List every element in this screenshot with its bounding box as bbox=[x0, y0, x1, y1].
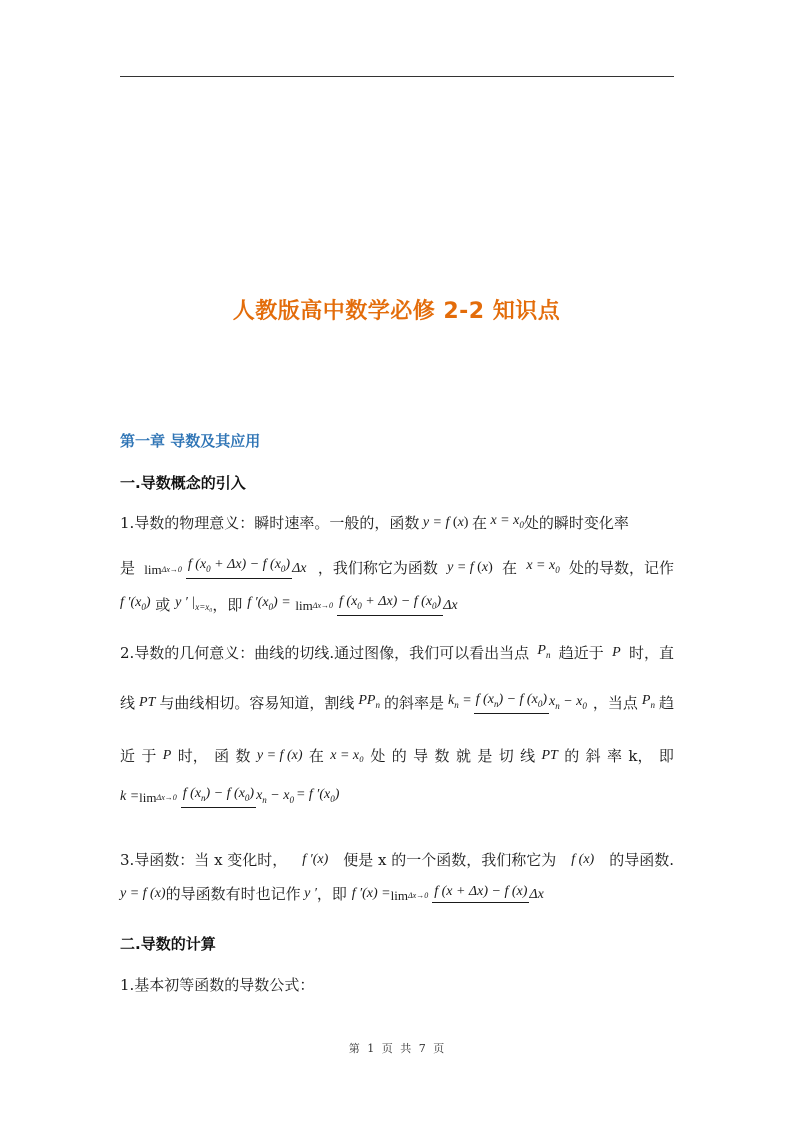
formula: $PP_n$ bbox=[358, 693, 380, 710]
text: 在 bbox=[471, 513, 487, 532]
page-footer bbox=[0, 1040, 793, 1056]
paragraph-1-line-1 bbox=[120, 511, 674, 535]
document-title: 人教版高中数学必修 2-2 知识点 bbox=[232, 299, 561, 324]
text: 率 bbox=[607, 747, 623, 765]
header-rule bbox=[120, 76, 674, 77]
text: 处的瞬时变化率 bbox=[523, 513, 629, 532]
text: 函 bbox=[214, 747, 230, 765]
text: ，我们称它为函数 bbox=[317, 559, 438, 577]
formula: y = f (x) bbox=[120, 886, 166, 901]
text: 切 bbox=[498, 747, 514, 765]
text: ，即 bbox=[316, 885, 347, 903]
formula: P bbox=[612, 644, 621, 660]
formula: f $'(x_0)$ = bbox=[247, 595, 291, 612]
text: 处的导数，记作 bbox=[568, 559, 674, 577]
formula: y ′ $|_{x=x_0}$ bbox=[175, 595, 213, 612]
formula: f $'(x_0)$ bbox=[120, 595, 151, 612]
formula: P bbox=[162, 748, 172, 763]
text: ，当点 bbox=[592, 694, 638, 712]
text: 是 bbox=[477, 747, 493, 765]
text: k， bbox=[628, 747, 653, 765]
text: 共 bbox=[400, 1042, 412, 1055]
formula: PT bbox=[139, 695, 156, 710]
paragraph-2-line-2 bbox=[120, 683, 674, 723]
text: 在 bbox=[502, 559, 518, 577]
formula-fraction: f (x + Δx) − f (x) Δx bbox=[434, 884, 544, 902]
text: 导 bbox=[413, 747, 429, 765]
formula: $P_n$ bbox=[641, 693, 655, 710]
section-heading-1: 一.导数概念的引入 bbox=[120, 474, 246, 492]
formula: $P_n$ bbox=[537, 643, 551, 660]
formula: x = x₀ bbox=[330, 748, 364, 763]
text: 趋近于 bbox=[558, 643, 604, 662]
text: 线 bbox=[520, 747, 536, 765]
text: 的 bbox=[564, 747, 580, 765]
paragraph-4: 1.基本初等函数的导数公式： bbox=[120, 976, 315, 994]
text: 2.导数的几何意义：曲线的切线.通过图像，我们可以看出当点 bbox=[120, 643, 530, 662]
text: 就 bbox=[455, 747, 471, 765]
page-number: 1 bbox=[367, 1042, 375, 1055]
formula: y ′ bbox=[300, 886, 317, 901]
text: 或 bbox=[155, 595, 171, 614]
text: 便是 x 的一个函数，我们称它为 bbox=[343, 851, 557, 869]
paragraph-3-line-1 bbox=[120, 850, 674, 870]
text: 是 bbox=[120, 559, 136, 577]
paragraph-1-line-2 bbox=[120, 548, 674, 588]
total-pages: 7 bbox=[418, 1042, 426, 1055]
formula: y = f (x) bbox=[256, 748, 303, 763]
text: 时，直 bbox=[628, 643, 674, 662]
chapter-heading: 第一章 导数及其应用 bbox=[120, 432, 261, 450]
text: 数 bbox=[235, 747, 251, 765]
text: 页 bbox=[433, 1042, 445, 1055]
text: 于 bbox=[141, 747, 157, 765]
text: 第 bbox=[348, 1042, 360, 1055]
text: 的斜率是 bbox=[383, 694, 444, 712]
section-heading-2: 二.导数的计算 bbox=[120, 935, 216, 953]
text: 近 bbox=[120, 747, 136, 765]
text: 趋 bbox=[658, 694, 674, 712]
formula: $x = x_0$ bbox=[486, 513, 524, 530]
text: 与曲线相切。容易知道，割线 bbox=[159, 694, 355, 712]
text: 斜 bbox=[585, 747, 601, 765]
formula: f ′(x) bbox=[302, 852, 329, 867]
formula: y = f (x) bbox=[419, 514, 469, 531]
text: 页 bbox=[381, 1042, 393, 1055]
paragraph-1-line-3: f $'(x_0)$ 或 y ′ $|_{x=x_0}$，即 f $'(x_0) = \lim\Delta x\to 0$ f $(x_0 + \Delta x) - f$ $(x_0)$ Δx bbox=[120, 593, 674, 629]
formula: y = f (x) bbox=[447, 559, 493, 576]
formula: PT bbox=[541, 748, 558, 763]
derivative-definition-formula: limΔx→0 f $(x_0 + \Delta x) - f$ $(x_0)$ Δx bbox=[144, 557, 308, 580]
formula: f (x) bbox=[571, 852, 595, 867]
text: 即 bbox=[658, 747, 674, 765]
text: 在 bbox=[308, 747, 324, 765]
paragraph-2-line-3 bbox=[120, 746, 674, 766]
text: 处 bbox=[370, 747, 386, 765]
text: 的 bbox=[391, 747, 407, 765]
text: 1.导数的物理意义：瞬时速率。一般的，函数 bbox=[120, 513, 420, 532]
text: 的导函数有时也记作 bbox=[165, 885, 301, 903]
formula: $x = x_0$ bbox=[526, 558, 560, 575]
formula-fraction: f $(x_0 + \Delta x) - f$ $(x_0)$ Δx bbox=[337, 594, 458, 617]
text: 线 bbox=[120, 694, 136, 712]
slope-formula: $k_n =f$ $(x_n) - f$ $(x_0) x_n - x_0$ bbox=[448, 691, 589, 715]
formula: f ′(x) = bbox=[351, 886, 391, 901]
paragraph-2-line-1 bbox=[120, 641, 674, 665]
tangent-slope-formula: k =limΔx→0 f $(x_n) - f$ $(x_0) x_n - x_0= f$ $'(x_0)$ bbox=[120, 785, 674, 825]
text: ，即 bbox=[212, 595, 243, 614]
text: 时， bbox=[177, 747, 208, 765]
text: 3.导函数：当 x 变化时， bbox=[120, 851, 288, 869]
paragraph-3-line-2: y = f (x)的导函数有时也记作 y ′，即 f ′(x) =limΔx→0 f (x + Δx) − f (x) Δx bbox=[120, 884, 544, 903]
text: 的导函数. bbox=[609, 851, 674, 869]
text: 数 bbox=[434, 747, 450, 765]
